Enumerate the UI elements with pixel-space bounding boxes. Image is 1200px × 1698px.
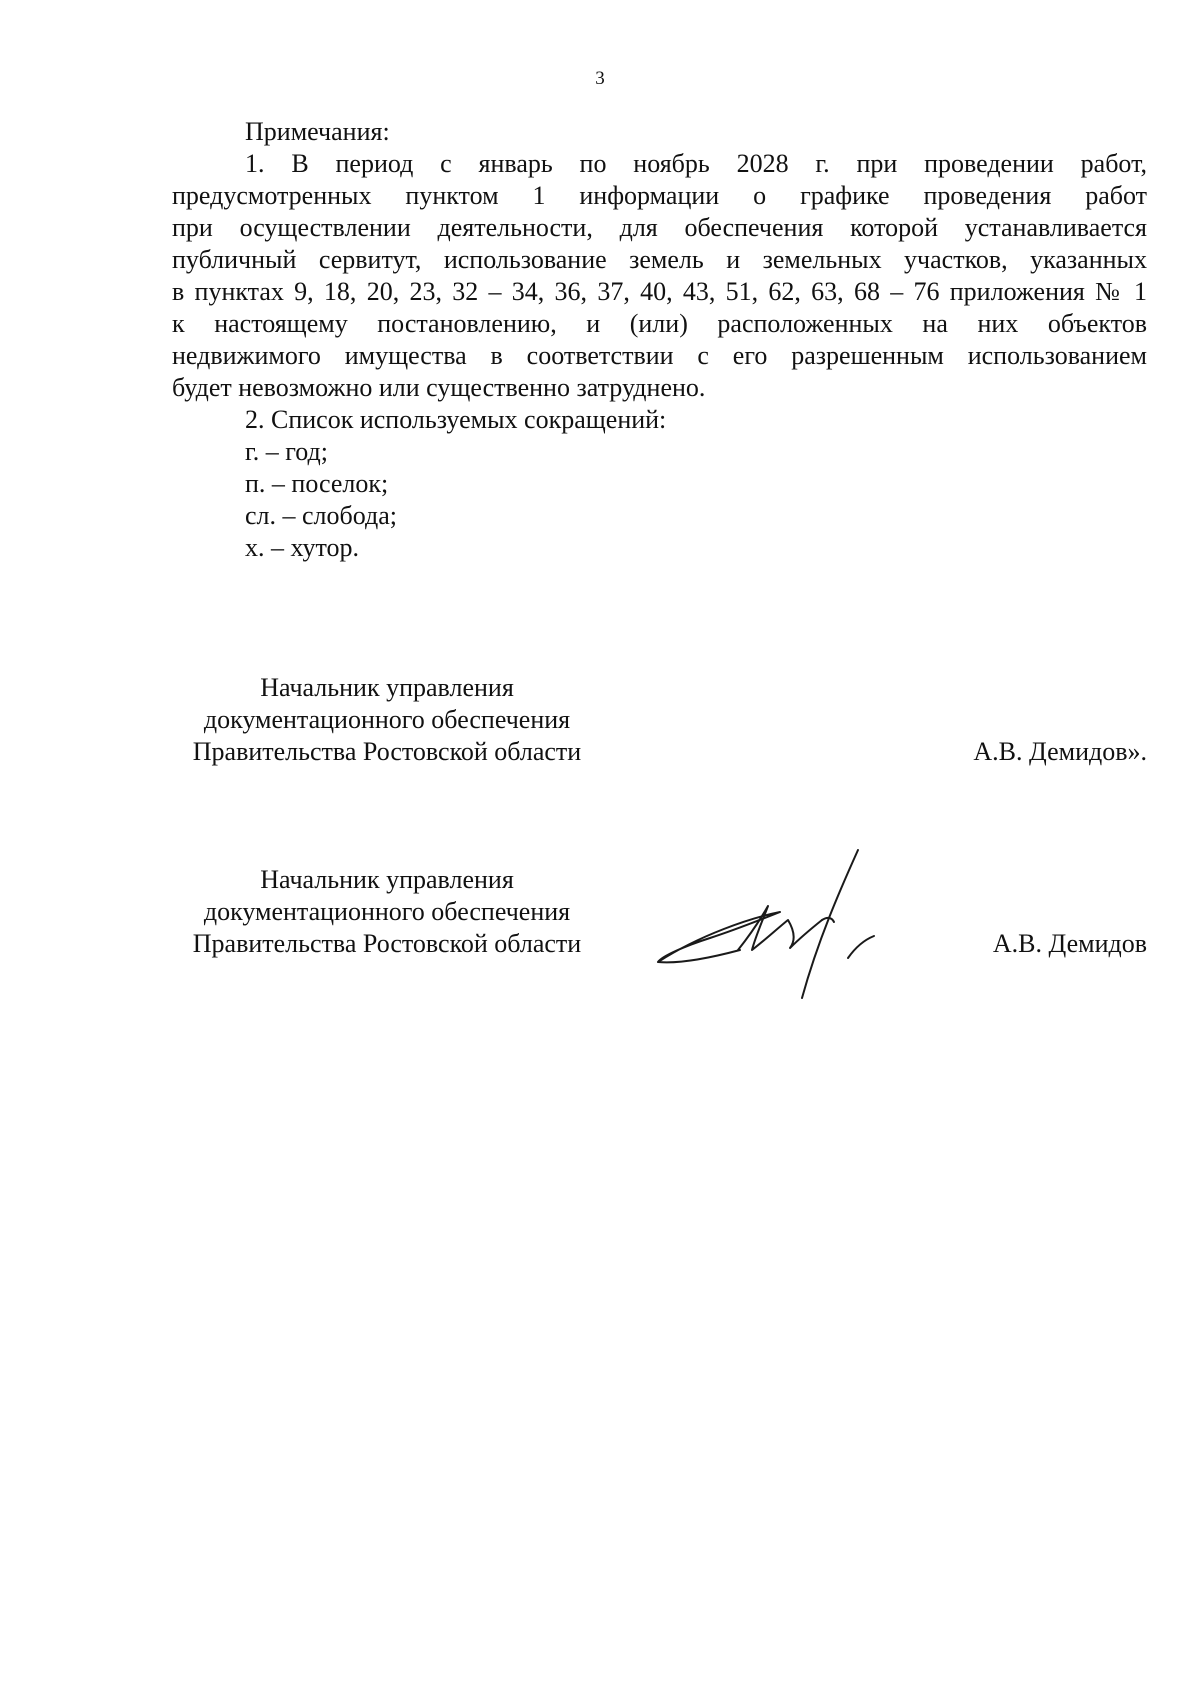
- signer-title-line: документационного обеспечения: [203, 705, 571, 734]
- notes-heading: Примечания:: [245, 117, 390, 146]
- signer-title-line: Правительства Ростовской области: [192, 737, 582, 766]
- signer-title-line: документационного обеспечения: [203, 897, 571, 926]
- note-1-line: недвижимого имущества в соответствии с его разрешенным использованием: [172, 341, 1147, 370]
- abbreviation-item: х. – хутор.: [245, 533, 360, 562]
- note-1-line: к настоящему постановлению, и (или) расположенных на них объектов: [172, 309, 1147, 338]
- signer-name-2: А.В. Демидов: [992, 929, 1147, 958]
- signer-title-line: Правительства Ростовской области: [192, 929, 582, 958]
- notes-section: [172, 116, 1147, 564]
- note-1-line: в пунктах 9, 18, 20, 23, 32 – 34, 36, 37, 40, 43, 51, 62, 63, 68 – 76 приложения № 1: [172, 277, 1147, 306]
- signature-stroke: [802, 850, 858, 998]
- abbreviation-item: г. – год;: [245, 437, 328, 466]
- note-1-line: предусмотренных пунктом 1 информации о графике проведения работ: [172, 181, 1147, 210]
- abbreviation-item: п. – поселок;: [245, 469, 389, 498]
- note-1-line: будет невозможно или существенно затруднено.: [172, 373, 706, 402]
- note-1-line: при осуществлении деятельности, для обеспечения которой устанавливается: [172, 213, 1147, 242]
- signer-title-line: Начальник управления: [260, 865, 514, 894]
- note-1-line: публичный сервитут, использование земель и земельных участков, указанных: [172, 245, 1147, 274]
- signature-block-1: [172, 672, 602, 768]
- abbreviation-item: сл. – слобода;: [245, 501, 398, 530]
- signer-title-line: Начальник управления: [260, 673, 514, 702]
- signer-name-1: А.В. Демидов».: [973, 737, 1147, 766]
- signature-stroke: [848, 936, 874, 958]
- handwritten-signature: [650, 840, 950, 1010]
- note-2-title: 2. Список используемых сокращений:: [245, 405, 667, 434]
- note-1-line: 1. В период с январь по ноябрь 2028 г. при проведении работ,: [245, 149, 1147, 178]
- page-number: 3: [595, 68, 605, 89]
- signature-block-2: [172, 864, 602, 960]
